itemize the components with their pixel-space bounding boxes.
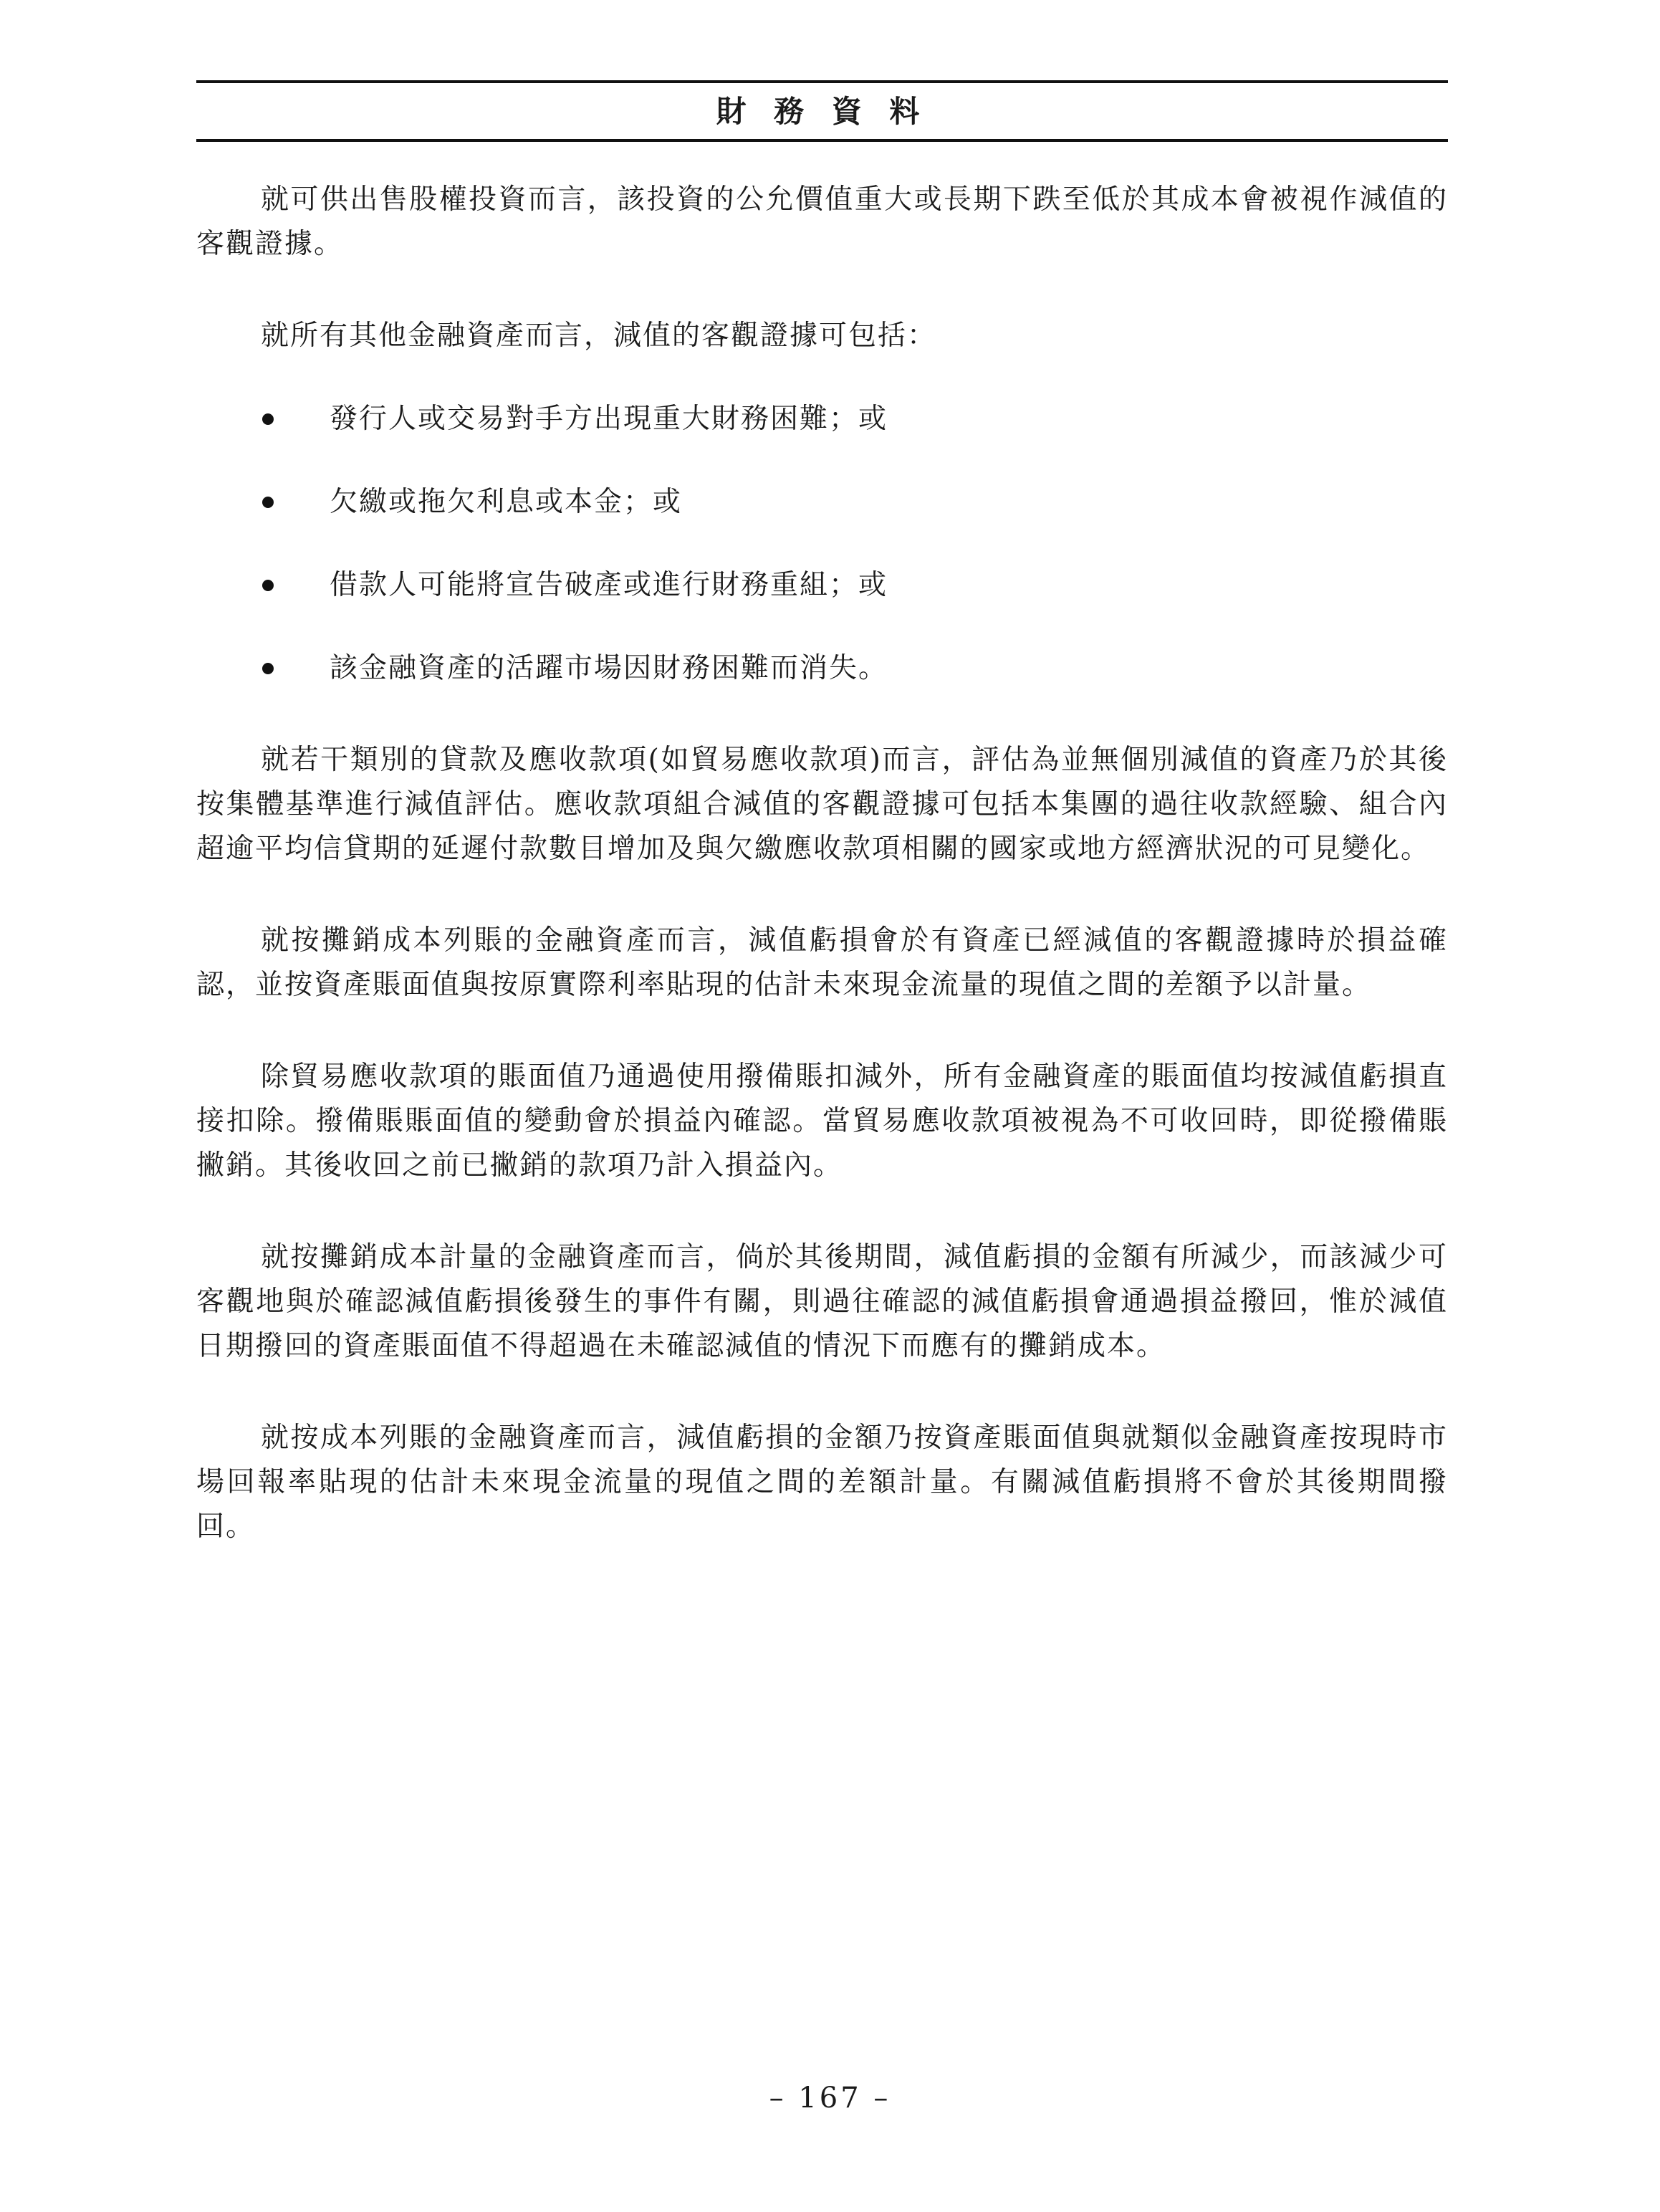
page-number: – 167 – — [769, 2082, 891, 2115]
list-item — [196, 397, 1448, 441]
list-item — [196, 646, 1448, 691]
paragraph-collective-assessment: 就若干類別的貸款及應收款項(如貿易應收款項)而言，評估為並無個別減值的資產乃於其後按集體基準進行減值評估。應收款項組合減值的客觀證據可包括本集團的過往收款經驗、組合內超逾平均信貸期的延遲付款數目增加及與欠繳應收款項相關的國家或地方經濟狀況的可見變化。 — [196, 744, 1448, 865]
paragraph-cost-carried-assets: 就按成本列賬的金融資產而言，減值虧損的金額乃按資產賬面值與就類似金融資產按現時市場回報率貼現的估計未來現金流量的現值之間的差額計量。有關減值虧損將不會於其後期間撥回。 — [196, 1422, 1448, 1543]
bullet-icon — [262, 413, 274, 425]
list-item-text: 發行人或交易對手方出現重大財務困難；或 — [330, 403, 888, 435]
paragraph-amortised-cost-loss: 就按攤銷成本列賬的金融資產而言，減值虧損會於有資產已經減值的客觀證據時於損益確認，並按資產賬面值與按原實際利率貼現的估計未來現金流量的現值之間的差額予以計量。 — [196, 924, 1448, 1001]
page-title: 財 務 資 料 — [716, 94, 929, 129]
paragraph-allowance-account: 除貿易應收款項的賬面值乃通過使用撥備賬扣減外，所有金融資產的賬面值均按減值虧損直接扣除。撥備賬賬面值的變動會於損益內確認。當貿易應收款項被視為不可收回時，即從撥備賬撇銷。其後收回之前已撇銷的款項乃計入損益內。 — [196, 1060, 1448, 1182]
list-item — [196, 480, 1448, 525]
bullet-icon — [262, 663, 274, 674]
list-item-text: 欠繳或拖欠利息或本金；或 — [330, 486, 683, 518]
paragraph-other-assets-intro: 就所有其他金融資產而言，減值的客觀證據可包括： — [261, 320, 937, 352]
bullet-icon — [262, 580, 274, 591]
document-body — [196, 178, 1448, 1596]
paragraph-afs-equity-impairment: 就可供出售股權投資而言，該投資的公允價值重大或長期下跌至低於其成本會被視作減值的客觀證據。 — [196, 183, 1448, 260]
paragraph-reversal: 就按攤銷成本計量的金融資產而言，倘於其後期間，減值虧損的金額有所減少，而該減少可客觀地與於確認減值虧損後發生的事件有關，則過往確認的減值虧損會通過損益撥回，惟於減值日期撥回的資產賬面值不得超過在未確認減值的情況下而應有的攤銷成本。 — [196, 1241, 1448, 1362]
list-item — [196, 563, 1448, 608]
list-item-text: 借款人可能將宣告破產或進行財務重組；或 — [330, 569, 888, 601]
header-top-rule — [196, 80, 1448, 83]
impairment-evidence-list — [196, 397, 1448, 691]
header-bottom-rule — [196, 139, 1448, 142]
list-item-text: 該金融資產的活躍市場因財務困難而消失。 — [330, 652, 888, 684]
bullet-icon — [262, 497, 274, 508]
